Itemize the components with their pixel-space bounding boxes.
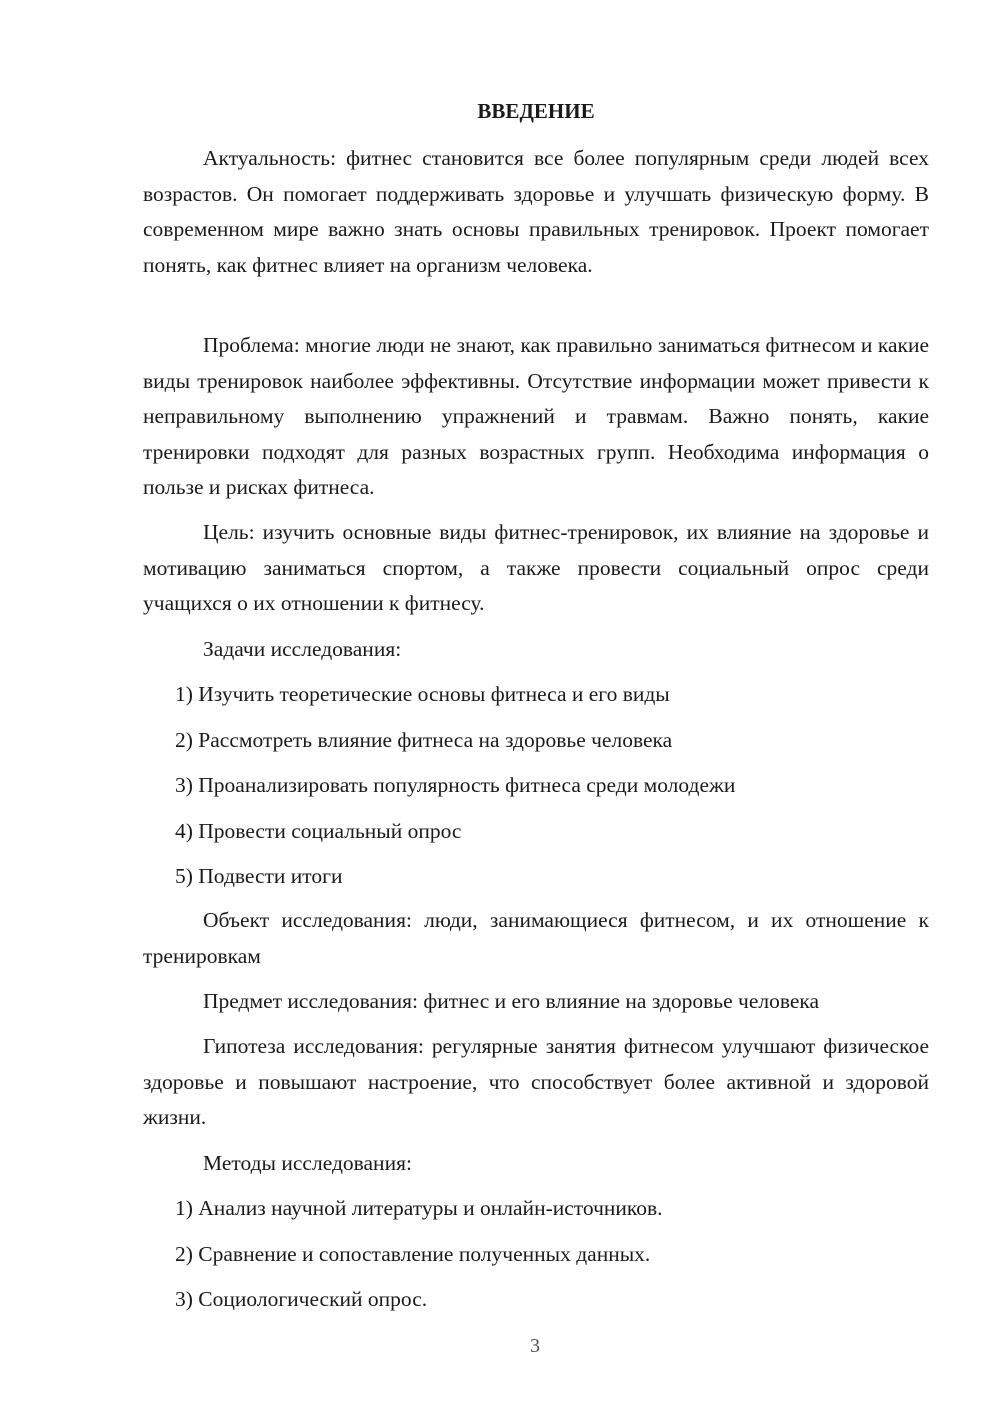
task-item: 2) Рассмотреть влияние фитнеса на здоровье человека <box>175 728 673 752</box>
document-title: ВВЕДЕНИЕ <box>477 99 595 123</box>
task-item: 3) Проанализировать популярность фитнеса среди молодежи <box>175 773 736 797</box>
relevance-paragraph: Актуальность: фитнес становится все более популярным среди людей всех возрастов. Он помогает поддерживать здоровье и улучшать физическую форму. В современном мире важно знать основы правильных тренировок. Проект помогает понять, как фитнес влияет на организм человека. <box>143 146 929 277</box>
methods-heading: Методы исследования: <box>203 1151 412 1175</box>
goal-paragraph: Цель: изучить основные виды фитнес-тренировок, их влияние на здоровье и мотивацию заниматься спортом, а также провести социальный опрос среди учащихся о их отношении к фитнесу. <box>143 520 929 615</box>
method-item: 3) Социологический опрос. <box>175 1287 428 1311</box>
page-number: 3 <box>530 1335 540 1357</box>
method-item: 1) Анализ научной литературы и онлайн-источников. <box>175 1196 663 1220</box>
task-item: 4) Провести социальный опрос <box>175 819 462 843</box>
object-paragraph: Объект исследования: люди, занимающиеся фитнесом, и их отношение к тренировкам <box>143 908 929 968</box>
hypothesis-paragraph: Гипотеза исследования: регулярные занятия фитнесом улучшают физическое здоровье и повышают настроение, что способствует более активной и здоровой жизни. <box>143 1034 929 1129</box>
subject-paragraph: Предмет исследования: фитнес и его влияние на здоровье человека <box>203 989 820 1013</box>
task-item: 1) Изучить теоретические основы фитнеса и его виды <box>175 682 670 706</box>
problem-paragraph: Проблема: многие люди не знают, как правильно заниматься фитнесом и какие виды тренировок наиболее эффективны. Отсутствие информации может привести к неправильному выполнению упражнений и травмам. Важно понять, какие тренировки подходят для разных возрастных групп. Необходима информация о пользе и рисках фитнеса. <box>143 333 929 499</box>
task-item: 5) Подвести итоги <box>175 864 343 888</box>
tasks-heading: Задачи исследования: <box>203 637 402 661</box>
method-item: 2) Сравнение и сопоставление полученных данных. <box>175 1242 651 1266</box>
